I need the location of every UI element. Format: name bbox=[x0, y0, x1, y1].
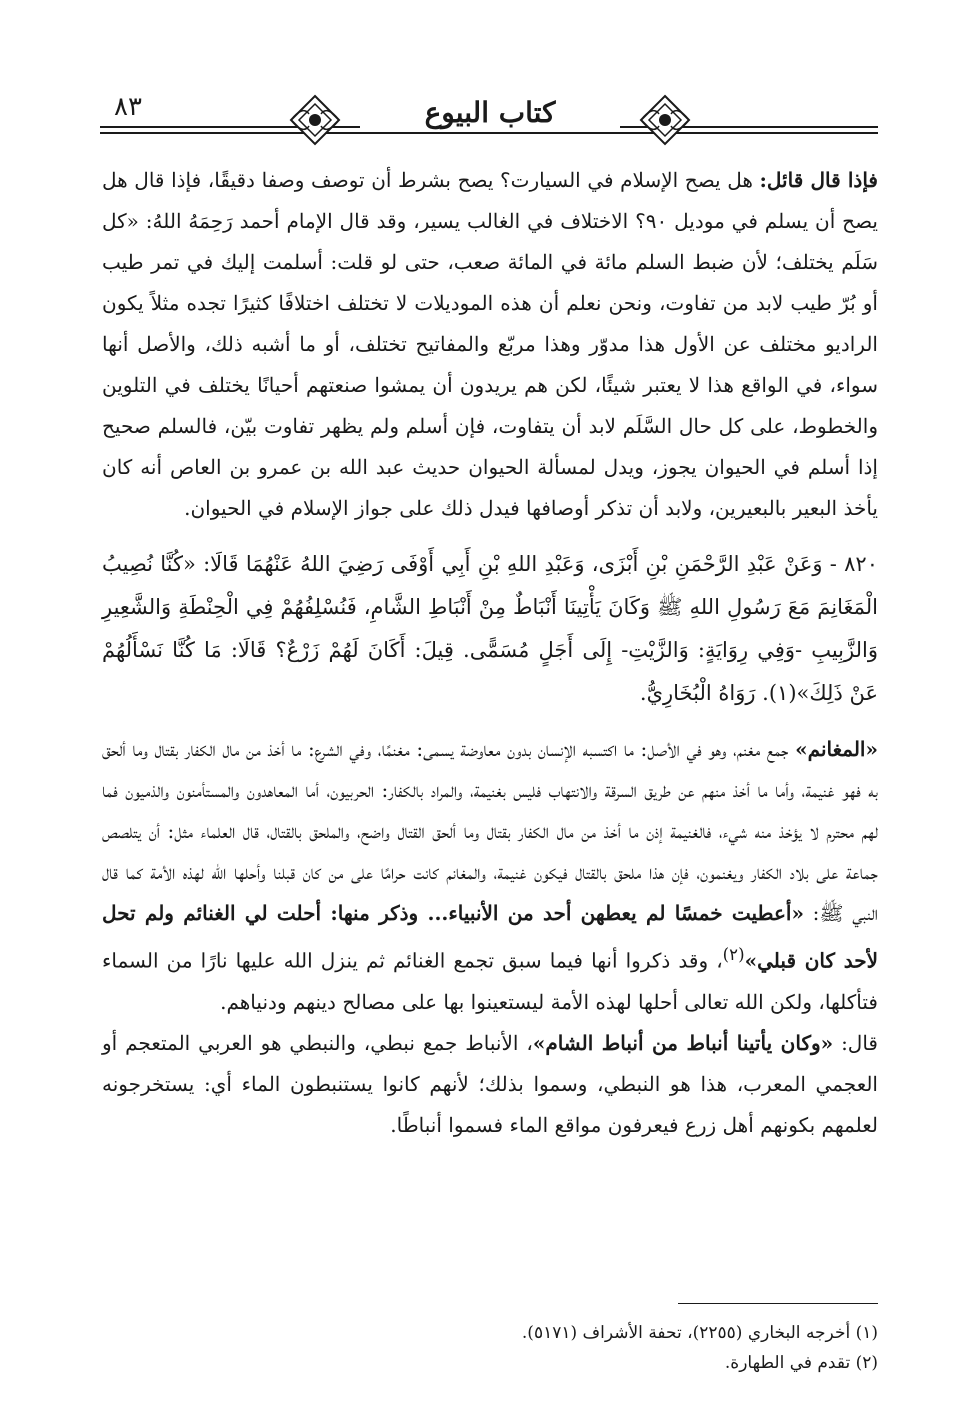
footnotes bbox=[102, 1318, 878, 1378]
chapter-title: كتاب البيوع bbox=[360, 96, 620, 129]
paragraph-lead: «المغانم» bbox=[795, 737, 878, 761]
paragraph-text: ، وقد ذكروا أنها فيما سبق تجمع الغنائم ثم ينزل الله عليها نارًا من السماء فتأكلها، ولكن الله تعالى أحلها لهذه الأمة ليستعينوا بها على مصالح دينهم ودنياهم. bbox=[102, 948, 878, 1014]
paragraph-text: ، الأنباط جمع نبطي، والنبطي هو العربي المتعجم أو العجمي المعرب، هذا هو النبطي، وسموا بذلك؛ لأنهم كانوا يستنبطون الماء أي: يستخرجونه لعلمهم بكونهم أهل زرع فيعرفون مواقع الماء فسموا أنباطًا. bbox=[102, 1030, 878, 1137]
header-rule-double bbox=[100, 132, 878, 134]
footnote-ref: (٢) bbox=[722, 945, 745, 964]
quoted-hadith: «أعطيت خمسًا لم يعطهن أحد من الأنبياء... وذكر منها: أحلت لي الغنائم ولم تحل لأحد كان قبلي» bbox=[102, 901, 878, 973]
paragraph-lead: فإذا قال قائل: bbox=[759, 168, 878, 192]
paragraph-text: هل يصح الإسلام في السيارت؟ يصح بشرط أن توصف وصفا دقيقًا، فإذا قال هل يصح أن يسلم في موديل ٩٠؟ الاختلاف في الغالب يسير، وقد قال الإمام أحمد رَحِمَهُ اللهُ: «كل سَلَم يختلف؛ لأن ضبط السلم مائة في المائة صعب، حتى لو قلت: أسلمت إليك في تمر طيب أو بُرّ طيب لابد من تفاوت، ونحن نعلم أن هذه الموديلات لا تختلف اختلافًا كثيرًا تجده مثلاً يكون الراديو مختلف عن الأول هذا مدوّر وهذا مربّع والمفاتيح تختلف، أو ما أشبه ذلك، والأصل أنها سواء، في الواقع هذا لا يعتبر شيئًا، لكن هم يريدون أن يمشوا صنعتهم أحيانًا يختلف في التلوين والخطوط، على كل حال السَّلَم لابد أن يتفاوت، فإن أسلم ولم يظهر تفاوت بيّن، فالسلم صحيح إذا أسلم في الحيوان يجوز، ويدل لمسألة الحيوان حديث عبد الله بن عمرو بن العاص أنه كان يأخذ البعير بالبعيرين، ولابد أن تذكر أوصافها فيدل ذلك على جواز الإسلام في الحيوان. bbox=[102, 168, 879, 520]
paragraph bbox=[102, 160, 878, 529]
paragraph-text: جمع مغنم، وهو في الأصل: ما اكتسبه الإنسان بدون معاوضة يسمى: مغنمًا، وفي الشرع: ما أخذ من مال الكفار بقتال وما ألحق به فهو غنيمة، وأما ما أخذ منهم عن طريق السرقة والانتهاب فليس بغنيمة، والمراد بالكفار: الحربيون، أما المعاهدون والمستأمنون والذميون فما لهم محترم لا يؤخذ منه شيء، فالغنيمة إذن ما أخذ من مال الكفار بقتال وما ألحق القتال واضح، والملحق بالقتال، قال العلماء مثل: أن يتلصص جماعة على بلاد الكفار ويغنمون، فإن هذا ملحق بالقتال فيكون غنيمة، والمغانم كانت حرامًا على من كان قبلنا وأحلها الله لهذه الأمة كما قال النبي ﷺ: bbox=[102, 737, 878, 925]
paragraph bbox=[102, 729, 878, 1023]
paragraph-lead: قال: bbox=[841, 1030, 878, 1055]
page-number: ٨٣ bbox=[108, 92, 148, 122]
footnote: (١) أخرجه البخاري (٢٢٥٥)، تحفة الأشراف (٥١٧١). bbox=[521, 1323, 878, 1343]
hadith-text: ٨٢٠ - وَعَنْ عَبْدِ الرَّحْمَنِ بْنِ أَبْزَى، وَعَبْدِ اللهِ بْنِ أَبِي أَوْفَى رَضِيَ اللهُ عَنْهُمَا قَالَا: «كُنَّا نُصِيبُ الْمَغَانِمَ مَعَ رَسُولِ اللهِ ﷺ وَكَانَ يَأْتِينَا أَنْبَاطٌ مِنْ أَنْبَاطِ الشَّامِ، فَنُسْلِفُهُمْ فِي الْحِنْطَةِ وَالشَّعِيرِ وَالزَّبِيبِ -وَفِي رِوَايَةٍ: وَالزَّيْتِ- إِلَى أَجَلٍ مُسَمًّى. قِيلَ: أَكَانَ لَهُمْ زَرْعٌ؟ قَالَا: مَا كُنَّا نَسْأَلُهُمْ عَنْ ذَلِكَ»(١). رَوَاهُ الْبُخَارِيُّ. bbox=[102, 552, 878, 705]
page-header bbox=[100, 82, 878, 152]
ornament-icon bbox=[285, 90, 345, 150]
ornament-icon bbox=[635, 90, 695, 150]
page-body bbox=[102, 160, 878, 1146]
paragraph bbox=[102, 1023, 878, 1146]
quoted-phrase: «وكان يأتينا أنباط من أنباط الشام» bbox=[532, 1030, 834, 1055]
footnote: (٢) تقدم في الطهارة. bbox=[724, 1353, 878, 1373]
footnote-divider bbox=[678, 1303, 878, 1304]
